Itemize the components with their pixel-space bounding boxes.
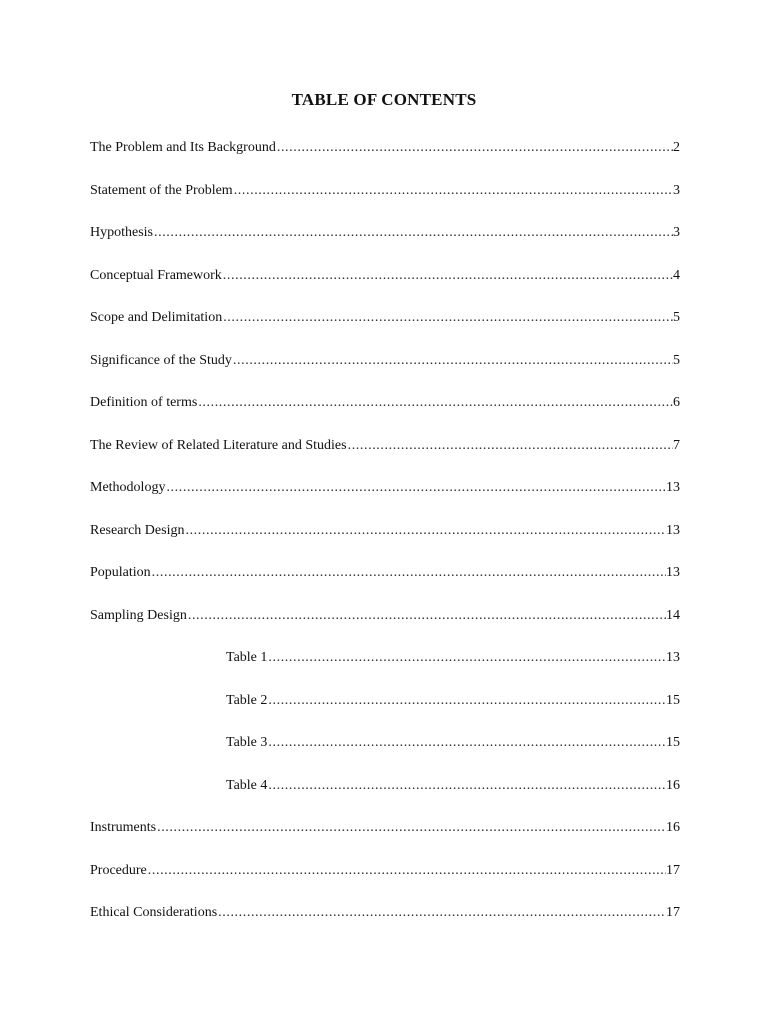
toc-entry-page: 15 [666, 692, 680, 708]
dot-leader [184, 521, 666, 541]
toc-entry-label: Conceptual Framework [90, 267, 222, 283]
toc-entry-page: 5 [673, 310, 680, 325]
toc-entry-page: 15 [666, 735, 680, 750]
toc-entry-page: 14 [666, 607, 680, 623]
toc-entry-page: 3 [673, 182, 680, 198]
toc-entry-label: Table 1 [226, 650, 268, 665]
toc-entry[interactable] [90, 308, 680, 351]
page-title: TABLE OF CONTENTS [291, 90, 477, 109]
toc-entry[interactable] [90, 351, 680, 394]
toc-entry-label: Table 3 [226, 735, 268, 750]
dot-leader [267, 733, 666, 753]
toc-entry-page: 17 [666, 905, 680, 920]
dot-leader [165, 478, 666, 498]
dot-leader [267, 648, 666, 668]
toc-entry[interactable] [90, 606, 680, 649]
dot-leader [153, 223, 673, 243]
toc-entry-label: Methodology [90, 480, 166, 495]
dot-leader [156, 818, 666, 838]
toc-list [90, 138, 680, 946]
toc-entry-label: Scope and Delimitation [90, 310, 223, 325]
toc-entry-page: 13 [666, 480, 680, 495]
toc-entry-page: 4 [673, 267, 680, 283]
toc-entry[interactable] [90, 266, 680, 309]
toc-entry-page: 2 [673, 140, 680, 155]
dot-leader [147, 861, 666, 881]
dot-leader [197, 393, 673, 413]
toc-entry-page: 13 [666, 522, 680, 538]
toc-entry[interactable] [90, 478, 680, 521]
toc-entry-label: The Review of Related Literature and Studies [90, 437, 347, 453]
toc-entry[interactable] [90, 223, 680, 266]
toc-entry[interactable] [90, 138, 680, 181]
toc-entry[interactable] [90, 393, 680, 436]
toc-entry-label: Hypothesis [90, 225, 153, 240]
toc-entry-page: 16 [666, 820, 680, 835]
toc-sub-entry[interactable] [90, 776, 680, 819]
dot-leader [222, 266, 673, 286]
toc-sub-entry[interactable] [90, 648, 680, 691]
toc-entry[interactable] [90, 903, 680, 946]
toc-entry-label: Definition of terms [90, 395, 198, 410]
dot-leader [187, 606, 666, 626]
dot-leader [151, 563, 666, 583]
toc-entry-label: Sampling Design [90, 607, 187, 623]
toc-sub-entry[interactable] [90, 691, 680, 734]
toc-entry-page: 13 [666, 650, 680, 665]
toc-entry-label: The Problem and Its Background [90, 140, 276, 155]
toc-entry-page: 6 [673, 395, 680, 410]
toc-entry-page: 5 [673, 352, 680, 368]
dot-leader [232, 351, 673, 371]
toc-entry-page: 13 [666, 565, 680, 580]
toc-entry-label: Significance of the Study [90, 352, 232, 368]
toc-entry-page: 7 [673, 437, 680, 453]
dot-leader [267, 776, 666, 796]
toc-entry-label: Table 2 [226, 692, 268, 708]
toc-entry-page: 16 [666, 777, 680, 793]
toc-entry-label: Statement of the Problem [90, 182, 233, 198]
toc-entry[interactable] [90, 818, 680, 861]
toc-entry[interactable] [90, 181, 680, 224]
toc-entry-label: Instruments [90, 820, 157, 835]
dot-leader [347, 436, 673, 456]
toc-entry-label: Procedure [90, 862, 147, 878]
dot-leader [233, 181, 673, 201]
dot-leader [276, 138, 673, 158]
dot-leader [222, 308, 673, 328]
toc-entry[interactable] [90, 861, 680, 904]
toc-entry-page: 3 [673, 225, 680, 240]
dot-leader [217, 903, 666, 923]
toc-entry-label: Research Design [90, 522, 185, 538]
toc-entry-label: Ethical Considerations [90, 905, 218, 920]
toc-entry[interactable] [90, 521, 680, 564]
toc-entry-page: 17 [666, 862, 680, 878]
toc-entry-label: Population [90, 565, 151, 580]
toc-entry-label: Table 4 [226, 777, 268, 793]
toc-entry[interactable] [90, 436, 680, 479]
dot-leader [267, 691, 666, 711]
toc-entry[interactable] [90, 563, 680, 606]
toc-sub-entry[interactable] [90, 733, 680, 776]
